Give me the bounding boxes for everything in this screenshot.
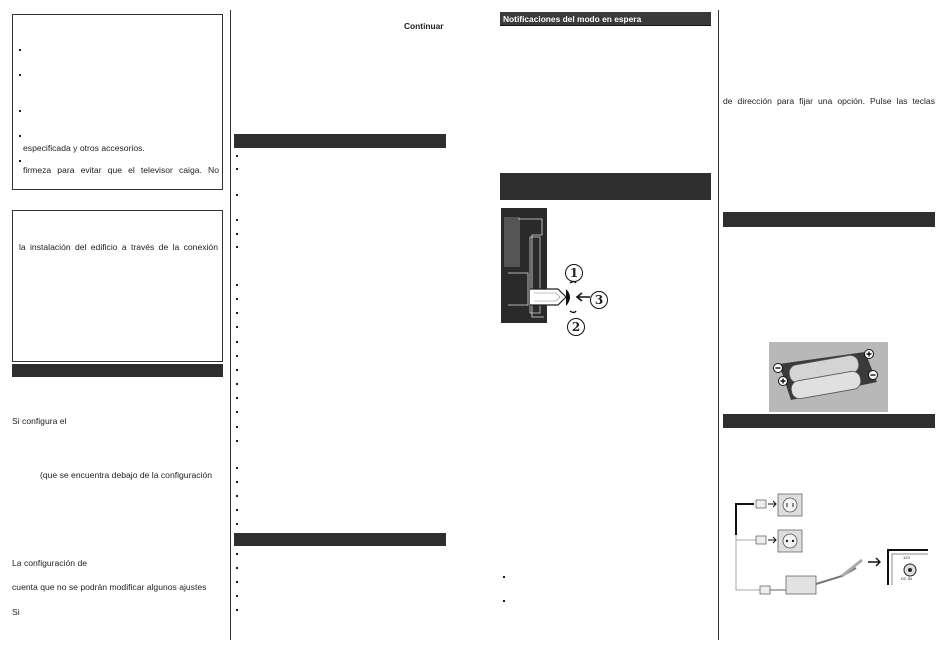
body-text-line: La configuración de (12, 558, 88, 568)
bullet (236, 219, 238, 221)
bullet (236, 194, 238, 196)
body-text-line: Si configura el (12, 416, 67, 426)
bullet (236, 481, 238, 483)
bullet (236, 246, 238, 248)
bullet (19, 135, 21, 137)
bullet (236, 298, 238, 300)
bullet (236, 383, 238, 385)
section-header-bar (12, 364, 223, 377)
bullet (236, 609, 238, 611)
box-text-line: firmeza para evitar que el televisor caiga. No (23, 165, 219, 175)
standby-title: Notificaciones del modo en espera (503, 14, 642, 24)
bullet (236, 397, 238, 399)
bullet (236, 155, 238, 157)
tv-control-diagram (500, 207, 620, 339)
bullet (503, 576, 505, 578)
body-text-line: Si (12, 607, 20, 617)
safety-box (12, 14, 223, 190)
bullet (236, 168, 238, 170)
section-header-bar (723, 414, 935, 428)
bullet (236, 284, 238, 286)
bullet (236, 440, 238, 442)
bullet (236, 567, 238, 569)
section-header-bar (234, 134, 446, 148)
bullet (19, 49, 21, 51)
battery-illustration (769, 342, 888, 412)
bullet (236, 233, 238, 235)
bullet (236, 312, 238, 314)
power-connection-diagram (730, 490, 940, 605)
body-text-line: de dirección para fijar una opción. Pulse las teclas (723, 96, 935, 106)
callout-2: 2 (567, 318, 585, 336)
adapter-label: 12V (903, 555, 911, 560)
box-text-line: especificada y otros accesorios. (23, 143, 145, 153)
bullet (236, 426, 238, 428)
bullet (236, 411, 238, 413)
column-divider-1 (230, 10, 231, 640)
bullet (236, 581, 238, 583)
bullet (236, 369, 238, 371)
bullet (236, 341, 238, 343)
callout-1: 1 (565, 264, 583, 282)
bullet (19, 74, 21, 76)
installation-box (12, 210, 223, 362)
bullet (236, 523, 238, 525)
bullet (236, 553, 238, 555)
standby-header (500, 12, 711, 26)
bullet (236, 467, 238, 469)
bullet (236, 595, 238, 597)
section-header-bar (723, 212, 935, 227)
bullet (236, 495, 238, 497)
bullet (503, 600, 505, 602)
continue-label: Continuar (404, 21, 444, 31)
body-text-line: cuenta que no se podrán modificar algunos ajustes (12, 582, 207, 592)
section-header-bar (234, 533, 446, 546)
section-header-bar (500, 173, 711, 200)
bullet (236, 355, 238, 357)
body-text-line: (que se encuentra debajo de la configuración (40, 470, 212, 480)
bullet (236, 326, 238, 328)
box-text-line: la instalación del edificio a través de la conexión (19, 242, 218, 252)
bullet (19, 110, 21, 112)
column-divider-2 (718, 10, 719, 640)
callout-3: 3 (590, 291, 608, 309)
bullet (19, 160, 21, 162)
bullet (236, 509, 238, 511)
adapter-label: DC IN (901, 576, 912, 581)
